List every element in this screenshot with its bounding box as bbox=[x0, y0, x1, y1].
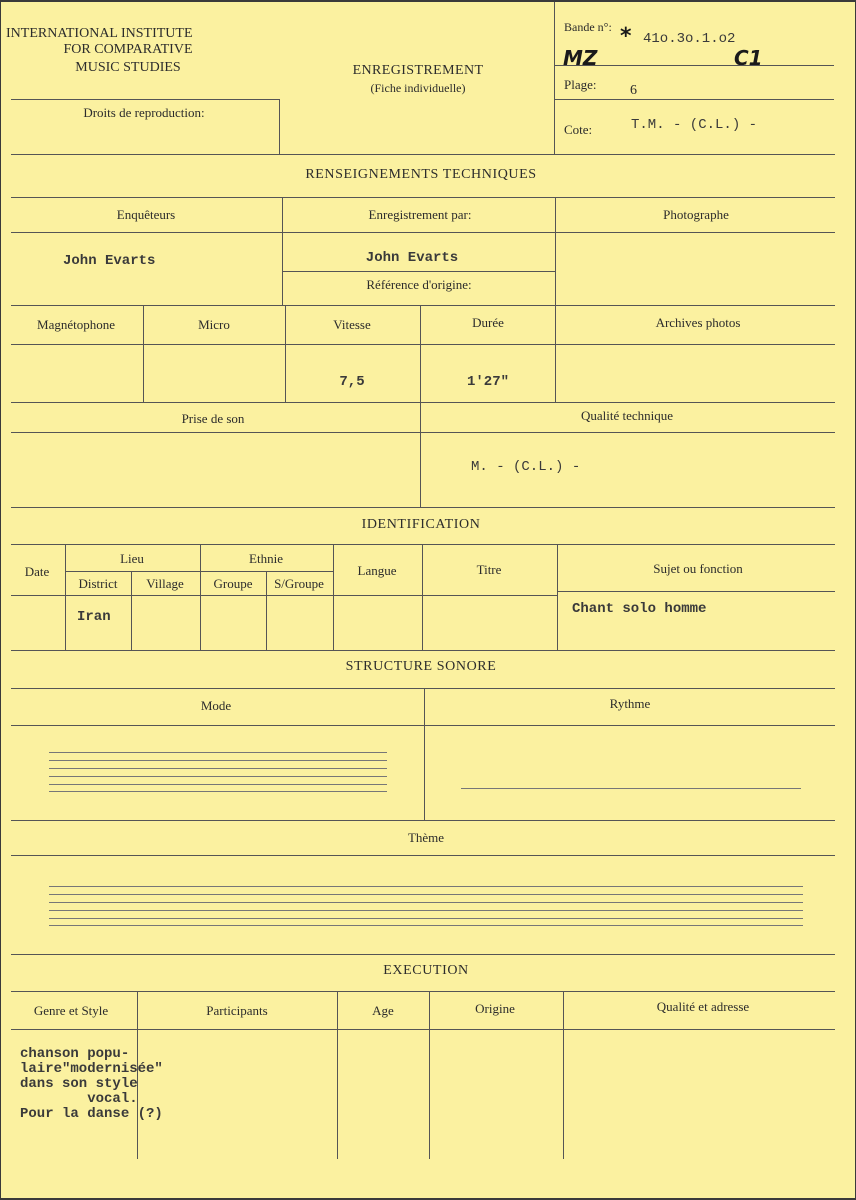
bande-handwritten-left: MZ bbox=[563, 46, 598, 70]
district-value: Iran bbox=[77, 609, 111, 625]
technique-row2-header-line bbox=[11, 344, 835, 345]
cote-value: T.M. - (C.L.) - bbox=[631, 117, 758, 133]
groupe-label: Groupe bbox=[213, 576, 253, 591]
institute-line-2: FOR COMPARATIVE bbox=[63, 42, 193, 57]
structure-top-line bbox=[11, 688, 835, 689]
mode-staff-line-3 bbox=[49, 768, 387, 769]
technique-top-line bbox=[11, 197, 835, 198]
technique-divider-2 bbox=[555, 197, 556, 305]
enregistrement-label: Enregistrement par: bbox=[368, 207, 472, 222]
reference-label: Référence d'origine: bbox=[366, 277, 472, 292]
theme-staff-line-3 bbox=[49, 902, 803, 903]
vitesse-label: Vitesse bbox=[333, 317, 371, 332]
ethnie-label: Ethnie bbox=[249, 551, 283, 566]
prise-label: Prise de son bbox=[181, 411, 245, 426]
mode-staff-line-2 bbox=[49, 760, 387, 761]
technique-divider-4 bbox=[285, 305, 286, 402]
reference-line bbox=[282, 271, 555, 272]
sujet-label: Sujet ou fonction bbox=[653, 561, 743, 576]
technique-row3-header-line bbox=[11, 432, 835, 433]
technique-divider-3 bbox=[143, 305, 144, 402]
bande-line bbox=[554, 65, 834, 66]
header-bottom-line bbox=[11, 154, 835, 155]
mode-staff-line-6 bbox=[49, 791, 387, 792]
execution-section-title: EXECUTION bbox=[383, 963, 469, 978]
participants-label: Participants bbox=[206, 1003, 268, 1018]
technique-divider-6 bbox=[555, 305, 556, 402]
age-label: Age bbox=[372, 1003, 394, 1018]
mode-staff-line-4 bbox=[49, 776, 387, 777]
technique-row3-line bbox=[11, 402, 835, 403]
enregistrement-value: John Evarts bbox=[365, 250, 459, 266]
id-divider-5 bbox=[333, 544, 334, 650]
form-title: ENREGISTREMENT bbox=[352, 63, 484, 78]
qualite-label: Qualité technique bbox=[580, 408, 674, 423]
id-header-line-right bbox=[557, 591, 835, 592]
genre-value: chanson popu- laire"modernisée" dans son style vocal. Pour la danse (?) bbox=[20, 1046, 163, 1122]
rights-label: Droits de reproduction: bbox=[83, 105, 205, 120]
theme-header-line bbox=[11, 855, 835, 856]
id-divider-2 bbox=[131, 571, 132, 650]
mode-label: Mode bbox=[200, 698, 232, 713]
mode-staff-line-1 bbox=[49, 752, 387, 753]
rythme-line bbox=[461, 788, 801, 789]
vitesse-value: 7,5 bbox=[339, 374, 365, 390]
archives-label: Archives photos bbox=[655, 315, 741, 330]
bande-star: * bbox=[620, 24, 632, 49]
structure-bottom-line bbox=[11, 954, 835, 955]
institute-line-1: INTERNATIONAL INSTITUTE bbox=[6, 26, 193, 41]
theme-staff-line-6 bbox=[49, 925, 803, 926]
theme-staff-line-2 bbox=[49, 894, 803, 895]
execution-header-line bbox=[11, 1029, 835, 1030]
form-subtitle: (Fiche individuelle) bbox=[370, 81, 466, 95]
structure-section-title: STRUCTURE SONORE bbox=[345, 659, 497, 674]
identification-bottom-line bbox=[11, 650, 835, 651]
bande-value: 41o.3o.1.o2 bbox=[643, 31, 736, 47]
id-header-line bbox=[11, 595, 557, 596]
technique-divider-1 bbox=[282, 197, 283, 305]
bande-handwritten-right: C1 bbox=[734, 46, 763, 70]
technique-row2-line bbox=[11, 305, 835, 306]
qualite-adresse-label: Qualité et adresse bbox=[656, 999, 750, 1014]
duree-label: Durée bbox=[472, 315, 504, 330]
sujet-value: Chant solo homme bbox=[572, 601, 707, 617]
enqueteurs-value: John Evarts bbox=[63, 253, 156, 269]
rights-divider bbox=[279, 99, 280, 154]
structure-divider bbox=[424, 688, 425, 820]
date-label: Date bbox=[24, 564, 50, 579]
technique-section-title: RENSEIGNEMENTS TECHNIQUES bbox=[305, 167, 537, 182]
genre-label: Genre et Style bbox=[33, 1003, 109, 1018]
sgroupe-label: S/Groupe bbox=[274, 576, 324, 591]
execution-top-line bbox=[11, 991, 835, 992]
cote-label: Cote: bbox=[564, 122, 593, 137]
id-divider-4 bbox=[266, 571, 267, 650]
id-divider-7 bbox=[557, 544, 558, 650]
origine-label: Origine bbox=[475, 1001, 515, 1016]
id-divider-3 bbox=[200, 544, 201, 650]
identification-top-line bbox=[11, 544, 835, 545]
theme-staff-line-4 bbox=[49, 910, 803, 911]
theme-staff-line-1 bbox=[49, 886, 803, 887]
institute-line-3: MUSIC STUDIES bbox=[75, 60, 181, 75]
identification-section-title: IDENTIFICATION bbox=[361, 517, 481, 532]
micro-label: Micro bbox=[198, 317, 230, 332]
bande-label: Bande n°: bbox=[564, 20, 612, 34]
id-divider-6 bbox=[422, 544, 423, 650]
plage-label: Plage: bbox=[564, 77, 597, 92]
rights-line bbox=[11, 99, 279, 100]
header-right-divider bbox=[554, 2, 555, 154]
rythme-label: Rythme bbox=[609, 696, 651, 711]
execution-divider-3 bbox=[429, 991, 430, 1159]
village-label: Village bbox=[146, 576, 184, 591]
technique-divider-5 bbox=[420, 305, 421, 507]
titre-label: Titre bbox=[476, 562, 502, 577]
execution-divider-4 bbox=[563, 991, 564, 1159]
structure-header-line bbox=[11, 725, 835, 726]
magnetophone-label: Magnétophone bbox=[37, 317, 115, 332]
lieu-label: Lieu bbox=[120, 551, 144, 566]
plage-line bbox=[554, 99, 834, 100]
duree-value: 1'27" bbox=[466, 374, 510, 390]
theme-staff-line-5 bbox=[49, 918, 803, 919]
record-card bbox=[1, 2, 855, 1198]
id-divider-1 bbox=[65, 544, 66, 650]
structure-mid-line bbox=[11, 820, 835, 821]
plage-value: 6 bbox=[630, 83, 637, 98]
photographe-label: Photographe bbox=[663, 207, 729, 222]
technique-header-line bbox=[11, 232, 835, 233]
execution-divider-2 bbox=[337, 991, 338, 1159]
enqueteurs-label: Enquêteurs bbox=[116, 207, 176, 222]
qualite-value: M. - (C.L.) - bbox=[471, 459, 581, 475]
langue-label: Langue bbox=[357, 563, 397, 578]
id-sublabel-line bbox=[65, 571, 333, 572]
mode-staff-line-5 bbox=[49, 784, 387, 785]
technique-bottom-line bbox=[11, 507, 835, 508]
theme-label: Thème bbox=[407, 830, 445, 845]
district-label: District bbox=[78, 576, 118, 591]
